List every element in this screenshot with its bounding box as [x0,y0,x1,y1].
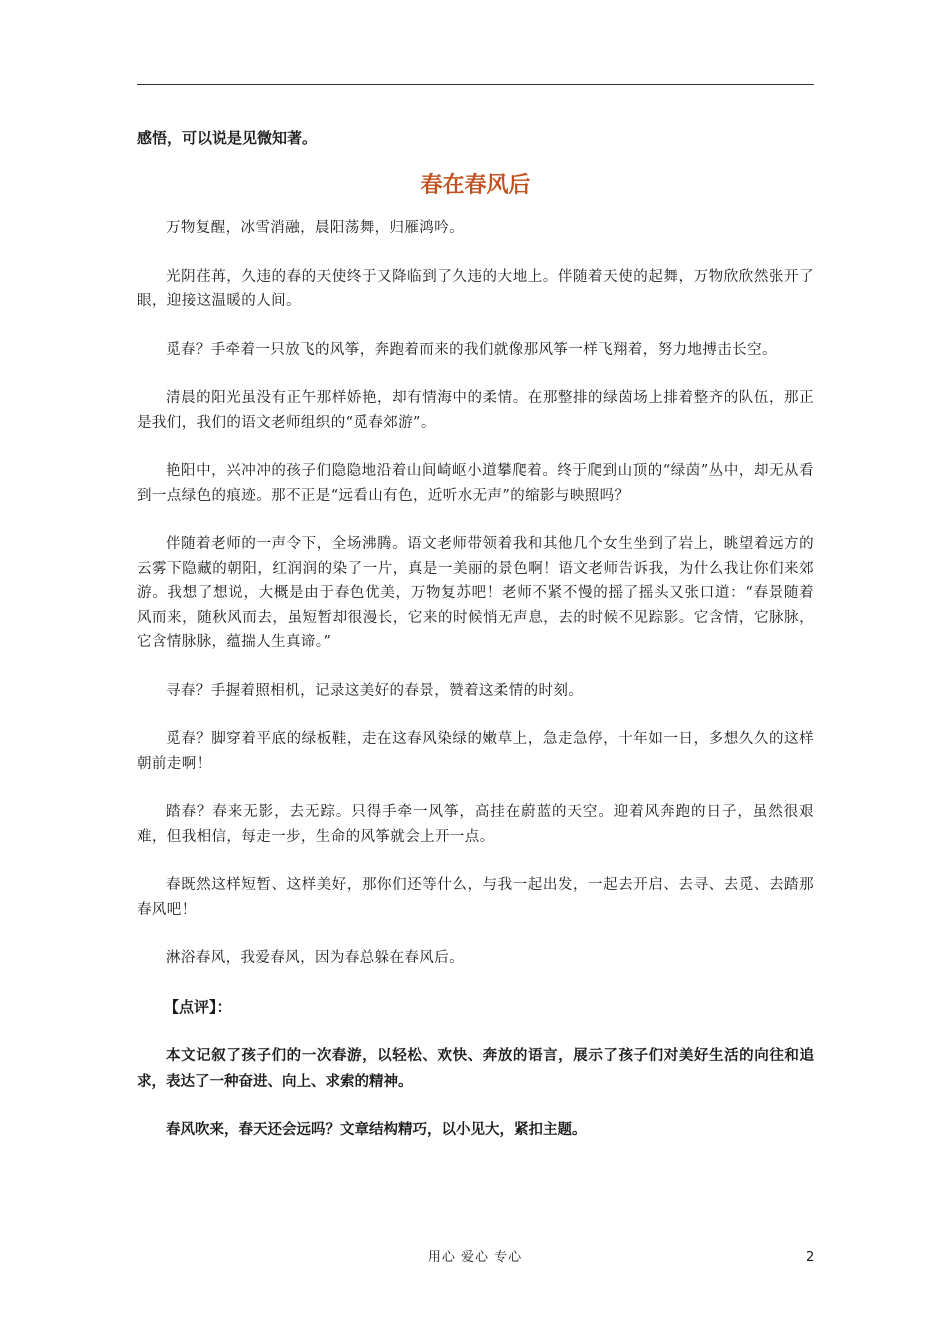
lead-in-text: 感悟，可以说是见微知著。 [137,129,318,147]
paragraph-7: 寻春？手握着照相机，记录这美好的春景，赞着这柔情的时刻。 [166,682,584,699]
paragraph-4: 清晨的阳光虽没有正午那样娇艳，却有情海中的柔情。在那整排的绿茵场上排着整齐的队伍，那正是我们，我们的语文老师组织的“觅春郊游”。 [137,390,814,431]
paragraph-2: 光阴荏苒，久违的春的天使终于又降临到了久违的大地上。伴随着天使的起舞，万物欣欣然张开了眼，迎接这温暖的人间。 [137,268,814,309]
paragraph-8: 觅春？脚穿着平底的绿板鞋，走在这春风染绿的嫩草上，急走急停，十年如一日，多想久久的这样朝前走啊！ [137,731,814,772]
paragraph-10: 春既然这样短暂、这样美好，那你们还等什么，与我一起出发，一起去开启、去寻、去觅、去踏那春风吧！ [137,877,814,918]
comment-1: 本文记叙了孩子们的一次春游，以轻松、欢快、奔放的语言，展示了孩子们对美好生活的向往和追求，表达了一种奋进、向上、求索的精神。 [137,1046,814,1090]
paragraph-6: 伴随着老师的一声令下，全场沸腾。语文老师带领着我和其他几个女生坐到了岩上，眺望着远方的云雾下隐藏的朝阳，红润润的染了一片，真是一美丽的景色啊！语文老师告诉我，为什么我让你们来郊游。我想了想说，大概是由于春色优美，万物复苏吧！老师不紧不慢的摇了摇头又张口道：“春景随着风而来，随秋风而去，虽短暂却很漫长，它来的时候悄无声息，去的时候不见踪影。它含情，它脉脉，它含情脉脉，蕴揣人生真谛。” [137,536,814,650]
paragraph-11: 淋浴春风，我爱春风，因为春总躲在春风后。 [166,950,464,966]
footer-slogan: 用心 爱心 专心 [427,1250,523,1265]
paragraph-5: 艳阳中，兴冲冲的孩子们隐隐地沿着山间崎岖小道攀爬着。终于爬到山顶的“绿茵”丛中，却无从看到一点绿色的痕迹。那不正是“远看山有色，近听水无声”的缩影与映照吗？ [137,463,814,504]
paragraph-9: 踏春？春来无影，去无踪。只得手牵一风筝，高挂在蔚蓝的天空。迎着风奔跑的日子，虽然很艰难，但我相信，每走一步，生命的风筝就会上开一点。 [137,804,814,845]
comment-2: 春风吹来，春天还会远吗？文章结构精巧，以小见大，紧扣主题。 [166,1120,587,1138]
paragraph-1: 万物复醒，冰雪消融，晨阳荡舞，归雁鸿吟。 [166,220,464,236]
essay-title: 春在春风后 [420,172,531,198]
page-content [137,126,814,1165]
page-number: 2 [806,1250,815,1265]
header-rule [137,84,814,85]
comment-heading: 【点评】： [164,997,232,1016]
paragraph-3: 觅春？手牵着一只放飞的风筝，奔跑着而来的我们就像那风筝一样飞翔着，努力地搏击长空。 [166,341,777,358]
